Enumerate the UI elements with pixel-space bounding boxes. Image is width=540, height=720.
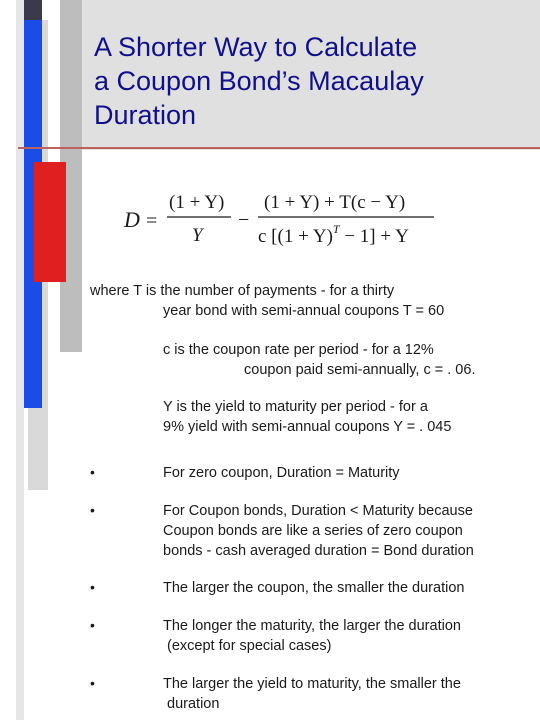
bullet-item	[163, 674, 533, 714]
formula-term1-denominator: Y	[192, 225, 203, 246]
definition-t-line2: year bond with semi-annual coupons T = 60	[163, 303, 445, 319]
bullet-2-line2: Coupon bonds are like a series of zero coupon	[163, 523, 463, 539]
bullet-item	[163, 463, 533, 483]
bullet-4-line1: The longer the maturity, the larger the duration	[163, 618, 461, 634]
formula-term1-numerator: (1 + Y)	[169, 192, 225, 213]
formula-minus: −	[238, 209, 250, 231]
definition-c	[163, 340, 475, 380]
bullet-marker: •	[90, 617, 95, 633]
bullet-3-line1: The larger the coupon, the smaller the duration	[163, 580, 465, 596]
duration-formula	[122, 186, 452, 256]
title-divider	[18, 147, 540, 149]
definition-y	[163, 397, 451, 437]
bullet-marker: •	[90, 464, 95, 480]
bullet-1-line1: For zero coupon, Duration = Maturity	[163, 465, 400, 481]
bullet-5-line2: duration	[163, 696, 220, 712]
definition-y-line1: Y is the yield to maturity per period - for a	[163, 399, 428, 415]
title-line-2: a Coupon Bond’s Macaulay	[94, 66, 424, 96]
formula-equals: =	[146, 210, 158, 232]
bullet-2-line3: bonds - cash averaged duration = Bond duration	[163, 543, 474, 559]
bullet-marker: •	[90, 502, 95, 518]
bullet-item	[163, 501, 533, 561]
bullet-item	[163, 578, 533, 598]
formula-term2-denominator-a: c [(1 + Y)	[258, 226, 333, 247]
bullet-5-line1: The larger the yield to maturity, the smaller the	[163, 676, 461, 692]
formula-lhs: D	[124, 207, 140, 232]
definition-c-line1: c is the coupon rate per period - for a 12%	[163, 342, 434, 358]
formula-term2-exponent: T	[332, 222, 340, 236]
title-line-1: A Shorter Way to Calculate	[94, 32, 418, 62]
left-red-bar	[34, 162, 66, 282]
slide-title	[94, 30, 524, 132]
formula-term2-denominator	[258, 222, 409, 247]
bullet-marker: •	[90, 579, 95, 595]
definition-t-line1: where T is the number of payments - for a thirty	[90, 283, 395, 299]
bullet-item	[163, 616, 533, 656]
top-dark-block	[24, 0, 42, 20]
title-line-3: Duration	[94, 100, 197, 130]
formula-term2-denominator-b: − 1] + Y	[339, 226, 409, 247]
definition-t	[90, 281, 444, 321]
bullet-marker: •	[90, 675, 95, 691]
bullet-2-line1: For Coupon bonds, Duration < Maturity because	[163, 503, 473, 519]
left-gray-strip	[16, 0, 24, 720]
bullet-4-line2: (except for special cases)	[163, 638, 332, 654]
formula-term2-numerator: (1 + Y) + T(c − Y)	[264, 192, 406, 213]
definition-c-line2: coupon paid semi-annually, c = . 06.	[244, 362, 476, 378]
definition-y-line2: 9% yield with semi-annual coupons Y = . 045	[163, 419, 452, 435]
